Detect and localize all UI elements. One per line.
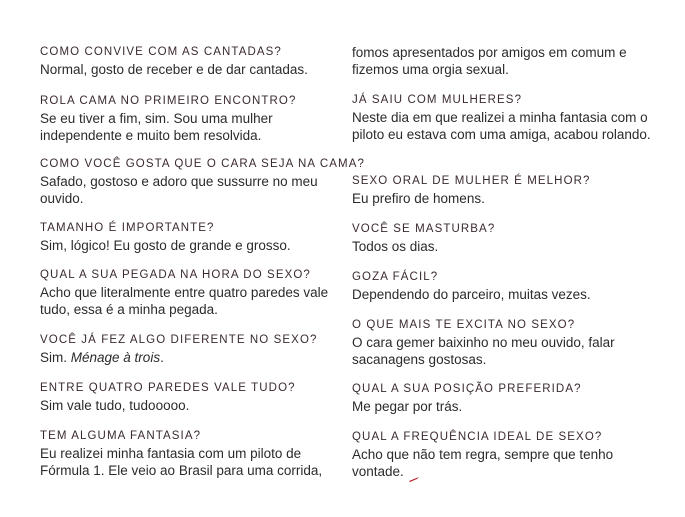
question: TEM ALGUMA FANTASIA?: [40, 430, 202, 442]
answer: Dependendo do parceiro, muitas vezes.: [352, 287, 591, 302]
answer: Sim, lógico! Eu gosto de grande e grosso.: [40, 238, 291, 253]
qa-block: [352, 222, 652, 255]
question: ROLA CAMA NO PRIMEIRO ENCONTRO?: [40, 95, 297, 107]
answer: O cara gemer baixinho no meu ouvido, falar sacanagens gostosas.: [352, 335, 615, 367]
qa-block: [40, 333, 340, 366]
answer: Eu realizei minha fantasia com um piloto de Fórmula 1. Ele veio ao Brasil para uma corrida,: [40, 446, 323, 478]
answer: Acho que literalmente entre quatro paredes vale tudo, essa é a minha pegada.: [40, 285, 329, 317]
answer: [40, 349, 340, 366]
question: O QUE MAIS TE EXCITA NO SEXO?: [352, 319, 576, 331]
qa-block: [352, 318, 652, 368]
qa-block: [40, 429, 340, 479]
question: COMO VOCÊ GOSTA QUE O CARA SEJA NA CAMA?: [40, 158, 365, 170]
question: SEXO ORAL DE MULHER É MELHOR?: [352, 175, 591, 187]
qa-block: [40, 94, 340, 144]
qa-block: [40, 221, 340, 254]
answer: fomos apresentados por amigos em comum e fizemos uma orgia sexual.: [352, 45, 627, 77]
question: QUAL A SUA PEGADA NA HORA DO SEXO?: [40, 269, 311, 281]
question: QUAL A SUA POSIÇÃO PREFERIDA?: [352, 383, 582, 395]
answer-prefix: Sim.: [40, 350, 71, 365]
question: TAMANHO É IMPORTANTE?: [40, 222, 215, 234]
red-brushstroke-icon: [408, 469, 420, 475]
answer: Eu prefiro de homens.: [352, 191, 485, 206]
answer: [352, 446, 652, 480]
answer-text: Acho que não tem regra, sempre que tenho vontade.: [352, 447, 614, 479]
question: QUAL A FREQUÊNCIA IDEAL DE SEXO?: [352, 431, 603, 443]
question: JÁ SAIU COM MULHERES?: [352, 94, 523, 106]
answer-continuation: [352, 44, 652, 78]
answer: Todos os dias.: [352, 239, 439, 254]
qa-block: [40, 381, 340, 414]
qa-block: [40, 157, 365, 207]
qa-block: [40, 45, 340, 78]
answer: Safado, gostoso e adoro que sussurre no meu ouvido.: [40, 174, 318, 206]
question: COMO CONVIVE COM AS CANTADAS?: [40, 46, 282, 58]
qa-block: [352, 270, 652, 303]
answer: Me pegar por trás.: [352, 399, 463, 414]
answer: Neste dia em que realizei a minha fantasia com o piloto eu estava com uma amiga, acabou rolando.: [352, 110, 651, 142]
question: VOCÊ JÁ FEZ ALGO DIFERENTE NO SEXO?: [40, 334, 318, 346]
qa-block: [352, 382, 652, 415]
answer-suffix: .: [160, 350, 164, 365]
answer-emphasis: Ménage à trois: [70, 350, 161, 365]
answer: Sim vale tudo, tudooooo.: [40, 398, 190, 413]
answer: Se eu tiver a fim, sim. Sou uma mulher independente e muito bem resolvida.: [40, 111, 273, 143]
question: ENTRE QUATRO PAREDES VALE TUDO?: [40, 382, 296, 394]
qa-block: [352, 430, 652, 480]
qa-block: [40, 268, 340, 318]
qa-block: [352, 93, 652, 143]
question: GOZA FÁCIL?: [352, 271, 439, 283]
qa-block: [352, 174, 652, 207]
question: VOCÊ SE MASTURBA?: [352, 223, 496, 235]
answer: Normal, gosto de receber e de dar cantadas.: [40, 62, 308, 77]
